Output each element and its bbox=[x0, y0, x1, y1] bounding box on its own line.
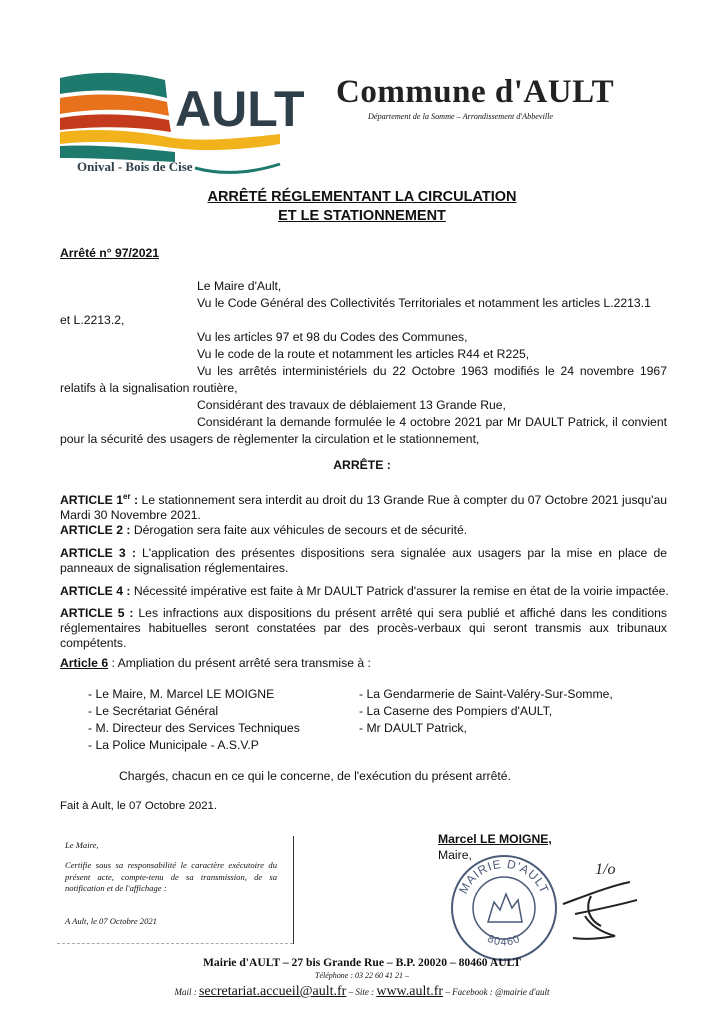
article-1-text: Le stationnement sera interdit au droit du 13 Grande Rue à compter du 07 Octobre 2021 jusqu'au Mardi 30 Novembre 2021. bbox=[60, 493, 668, 523]
signature-stroke bbox=[563, 882, 637, 939]
footer-site-label: – Site : bbox=[346, 987, 377, 997]
logo-tagline: Onival - Bois de Cise bbox=[77, 159, 193, 174]
closing-statement: Chargés, chacun en ce qui le concerne, de l'exécution du présent arrêté. bbox=[119, 769, 511, 783]
done-at: Fait à Ault, le 07 Octobre 2021. bbox=[60, 800, 218, 812]
town-hall-seal bbox=[448, 852, 560, 964]
commune-title: Commune d'AULT bbox=[336, 74, 615, 110]
preamble-p1: Vu le Code Général des Collectivités Territoriales et notamment les articles L.2213.1 bbox=[197, 296, 651, 310]
article-3-text: L'application des présentes dispositions sera signalée aux usagers par la mise en place de panneaux de signalisation réglementaires. bbox=[60, 546, 667, 575]
logo-wordmark: AULT bbox=[175, 81, 305, 137]
preamble-mayor: Le Maire d'Ault, bbox=[197, 279, 282, 293]
signatory-name: Marcel LE MOIGNE, bbox=[438, 832, 552, 846]
distribution-item: - La Police Municipale - A.S.V.P bbox=[88, 738, 259, 752]
footer-mail-link[interactable]: secretariat.accueil@ault.fr bbox=[198, 984, 347, 999]
certification-heading: Le Maire, bbox=[65, 840, 99, 850]
certification-date: A Ault, le 07 Octobre 2021 bbox=[65, 916, 157, 926]
article-6-label: Article 6 bbox=[60, 656, 109, 670]
footer-site-link[interactable]: www.ault.fr bbox=[376, 984, 444, 999]
seal-emblem bbox=[488, 894, 522, 922]
footer-mail-label: Mail : bbox=[174, 987, 199, 997]
distribution-item: - M. Directeur des Services Techniques bbox=[88, 721, 300, 735]
preamble-p5: Considérant des travaux de déblaiement 13 Grande Rue, bbox=[197, 398, 506, 412]
preamble-p6-cont: pour la sécurité des usagers de règlementer la circulation et le stationnement, bbox=[60, 432, 480, 446]
preamble-p4: Vu les arrêtés interministériels du 22 Octobre 1963 modifiés le 24 novembre 1967 bbox=[197, 364, 667, 378]
article-4-text: Nécessité impérative est faite à Mr DAULT Patrick d'assurer la remise en état de la voirie impactée. bbox=[133, 584, 669, 598]
signature-initials: 1/o bbox=[595, 861, 616, 878]
footer-phone: Téléphone : 03 22 60 41 21 – bbox=[315, 971, 409, 980]
preamble-p6: Considérant la demande formulée le 4 octobre 2021 par Mr DAULT Patrick, il convient bbox=[197, 415, 667, 429]
ault-logo bbox=[55, 68, 305, 183]
article-4 bbox=[60, 584, 680, 599]
article-3 bbox=[60, 546, 667, 576]
preamble-p2: Vu les articles 97 et 98 du Codes des Communes, bbox=[197, 330, 468, 344]
article-5-text: Les infractions aux dispositions du présent arrêté qui sera publié et affiché dans les conditions réglementaires habituelles seront constatées par des procès-verbaux qui seront transmis aux tribunaux compétents. bbox=[60, 606, 668, 650]
distribution-item: - Le Maire, M. Marcel LE MOIGNE bbox=[88, 687, 275, 701]
decree-title-line-2: ET LE STATIONNEMENT bbox=[278, 208, 446, 224]
distribution-item: - La Gendarmerie de Saint-Valéry-Sur-Somme, bbox=[359, 687, 613, 701]
certification-box bbox=[57, 836, 294, 944]
logo-orange-band bbox=[60, 95, 169, 116]
distribution-item: - La Caserne des Pompiers d'AULT, bbox=[359, 704, 553, 718]
commune-subtitle: Département de la Somme – Arrondissement d'Abbeville bbox=[368, 112, 554, 121]
article-3-label: ARTICLE 3 : bbox=[60, 546, 136, 560]
certification-divider bbox=[57, 943, 293, 944]
preamble-p3: Vu le code de la route et notamment les articles R44 et R225, bbox=[197, 347, 530, 361]
footer-contact bbox=[0, 984, 724, 1000]
seal-inner-ring bbox=[473, 877, 535, 939]
article-2-label: ARTICLE 2 : bbox=[60, 523, 131, 537]
article-2 bbox=[60, 523, 667, 538]
distribution-item: - Mr DAULT Patrick, bbox=[359, 721, 467, 735]
article-6-text: : Ampliation du présent arrêté sera transmise à : bbox=[108, 656, 371, 670]
article-1 bbox=[60, 489, 667, 523]
seal-top-text: MAIRIE D'AULT bbox=[456, 856, 552, 897]
preamble-p1-cont: et L.2213.2, bbox=[60, 313, 125, 327]
logo-wave bbox=[195, 164, 280, 172]
distribution-list-right bbox=[359, 687, 613, 736]
arrete-heading: ARRÊTE : bbox=[333, 458, 391, 472]
article-5-label: ARTICLE 5 : bbox=[60, 606, 134, 620]
distribution-list-left bbox=[88, 687, 300, 753]
signatory-role: Maire, bbox=[438, 848, 472, 862]
article-6 bbox=[60, 656, 667, 671]
footer-facebook: – Facebook : @mairie d'ault bbox=[443, 987, 550, 997]
decree-title-line-1: ARRÊTÉ RÉGLEMENTANT LA CIRCULATION bbox=[207, 189, 517, 205]
article-4-label: ARTICLE 4 : bbox=[60, 584, 131, 598]
decree-number: Arrêté n° 97/2021 bbox=[60, 246, 160, 260]
article-1-label: ARTICLE 1er : bbox=[60, 492, 139, 508]
signature bbox=[555, 856, 645, 944]
article-2-text: Dérogation sera faite aux véhicules de secours et de sécurité. bbox=[133, 523, 468, 537]
footer-address: Mairie d'AULT – 27 bis Grande Rue – B.P. 20020 – 80460 AULT bbox=[202, 956, 522, 969]
seal-bottom-text: 80460 bbox=[485, 932, 523, 949]
logo-red-band bbox=[60, 114, 171, 132]
logo-teal-band bbox=[60, 73, 167, 98]
article-5 bbox=[60, 606, 667, 651]
certification-body: Certifie sous sa responsabilité le caractère exécutoire du présent acte, compte-tenu de sa transmission, de sa notification et de l'affichage : bbox=[65, 860, 277, 893]
distribution-item: - Le Secrétariat Général bbox=[88, 704, 219, 718]
preamble-p4-cont: relatifs à la signalisation routière, bbox=[60, 381, 238, 395]
